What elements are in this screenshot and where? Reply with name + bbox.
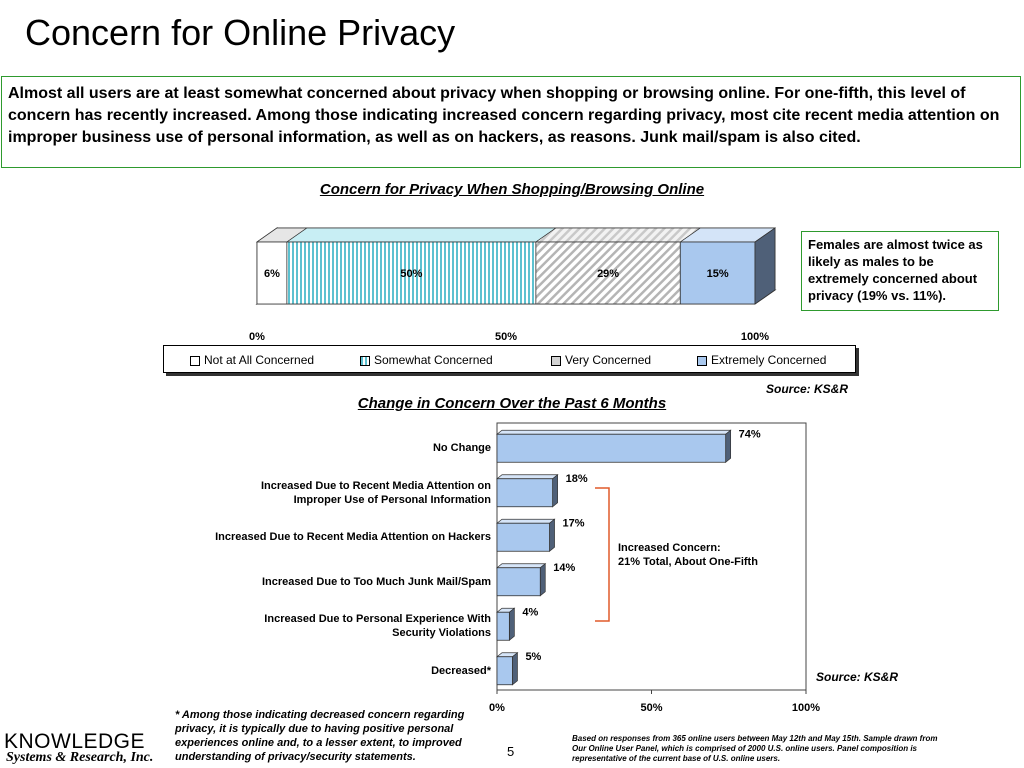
change-bar-front	[497, 434, 726, 462]
chart1-plot	[249, 228, 775, 343]
change-bar-value: 17%	[562, 517, 585, 530]
change-bar-front	[497, 568, 540, 596]
summary-text: Almost all users are at least somewhat concerned about privacy when shopping or browsing online. For one-fifth, this level of concern has recently increased. Among those indicating increased concern regarding privacy, most cite recent media attention on improper business use of personal information, as well as on hackers, as reasons. Junk mail/spam is also cited.	[8, 85, 1000, 146]
category-label-line: Increased Due to Recent Media Attention on Hackers	[215, 531, 491, 544]
change-bar-top	[497, 430, 731, 434]
bracket-note-line1: Increased Concern:	[618, 542, 721, 554]
legend-label: Not at All Concerned	[204, 353, 315, 367]
legend-label: Somewhat Concerned	[374, 353, 493, 367]
change-bar-side	[553, 475, 558, 507]
segment-extremely-label: 15%	[706, 268, 729, 280]
chart1-source: Source: KS&R	[766, 382, 849, 396]
category-label-line: Improper Use of Personal Information	[293, 493, 491, 506]
chart2-xtick-label: 0%	[489, 702, 505, 714]
change-bar-value: 18%	[565, 472, 588, 485]
page-number: 5	[507, 744, 515, 759]
legend-item-very	[551, 353, 651, 367]
segment-very-top	[536, 228, 700, 242]
change-bar-value: 14%	[553, 561, 576, 574]
chart1-xtick-label: 100%	[740, 331, 770, 343]
legend-swatch	[551, 356, 561, 366]
logo-line1: KNOWLEDGE	[4, 730, 146, 753]
chart2-category-label	[191, 479, 491, 507]
category-label-line: Increased Due to Too Much Junk Mail/Spam	[261, 575, 491, 588]
sample-note: Based on responses from 365 online users between May 12th and May 15th. Sample drawn from Our Online User Panel, which is comprised of 2000 U.S. online users. Panel composition is representative of the current base of U.S. online users.	[572, 734, 938, 763]
chart2-source: Source: KS&R	[816, 670, 899, 684]
chart1-legend	[163, 345, 856, 373]
change-bar-side	[512, 653, 517, 685]
bracket-note-line2: 21% Total, About One-Fifth	[618, 556, 758, 568]
change-bar-top	[497, 564, 545, 568]
logo-line2: Systems & Research, Inc.	[6, 750, 154, 765]
legend-label: Very Concerned	[565, 353, 652, 367]
chart2-category-label	[191, 664, 491, 678]
chart2-category-label	[191, 530, 491, 544]
company-logo	[4, 730, 164, 768]
side-note	[801, 231, 999, 311]
change-bar-side	[726, 430, 731, 462]
segment-somewhat	[287, 228, 556, 304]
category-label-line: Increased Due to Personal Experience With	[264, 613, 491, 626]
legend-swatch	[697, 356, 707, 366]
category-label-line: Security Violations	[392, 627, 491, 640]
change-bar-top	[497, 475, 558, 479]
chart1-xtick-label: 50%	[494, 331, 518, 343]
chart2-category-label	[191, 612, 491, 640]
category-label-line: No Change	[432, 442, 491, 455]
segment-somewhat-label: 50%	[400, 268, 423, 280]
category-label-line: Decreased*	[431, 664, 491, 677]
segment-very	[536, 228, 700, 304]
change-bar-front	[497, 657, 512, 685]
chart2-category-label	[191, 441, 491, 455]
segment-somewhat-top	[287, 228, 556, 242]
change-bar-side	[509, 608, 514, 640]
chart1-title: Concern for Privacy When Shopping/Browsing Online	[319, 181, 705, 198]
chart2-category-label	[191, 575, 491, 589]
legend-item-not-at-all	[190, 353, 314, 367]
change-bar-front	[497, 523, 550, 551]
change-bar-side	[540, 564, 545, 596]
legend-item-extremely	[697, 353, 826, 367]
change-bar-front	[497, 612, 509, 640]
change-bar-side	[550, 519, 555, 551]
legend-swatch	[190, 356, 200, 366]
footnote: * Among those indicating decreased concern regarding privacy, it is typically due to having positive personal experiences online and, to a lesser extent, to improved understanding of privacy/security statements.	[175, 709, 465, 763]
change-bar-top	[497, 519, 555, 523]
change-bar	[497, 428, 761, 462]
segment-not-at-all-label: 6%	[263, 268, 280, 280]
chart2-xtick-label: 50%	[640, 702, 663, 714]
category-label-line: Increased Due to Recent Media Attention on	[260, 479, 491, 492]
legend-swatch	[360, 356, 370, 366]
legend-item-somewhat	[360, 353, 493, 367]
change-bar-value: 4%	[522, 606, 539, 619]
chart2-xtick-label: 100%	[791, 702, 821, 714]
side-note-text: Females are almost twice as likely as males to be extremely concerned about privacy (19% vs. 11%).	[808, 237, 983, 303]
segment-very-label: 29%	[597, 268, 620, 280]
change-bar-value: 74%	[738, 428, 761, 441]
slide-title: Concern for Online Privacy	[25, 12, 456, 53]
change-bar-value: 5%	[525, 650, 542, 663]
chart1-xtick-label: 0%	[249, 331, 265, 343]
legend-label: Extremely Concerned	[711, 353, 827, 367]
bracket-note	[618, 541, 758, 569]
chart2-title: Change in Concern Over the Past 6 Months	[357, 395, 667, 412]
change-bar-front	[497, 479, 553, 507]
